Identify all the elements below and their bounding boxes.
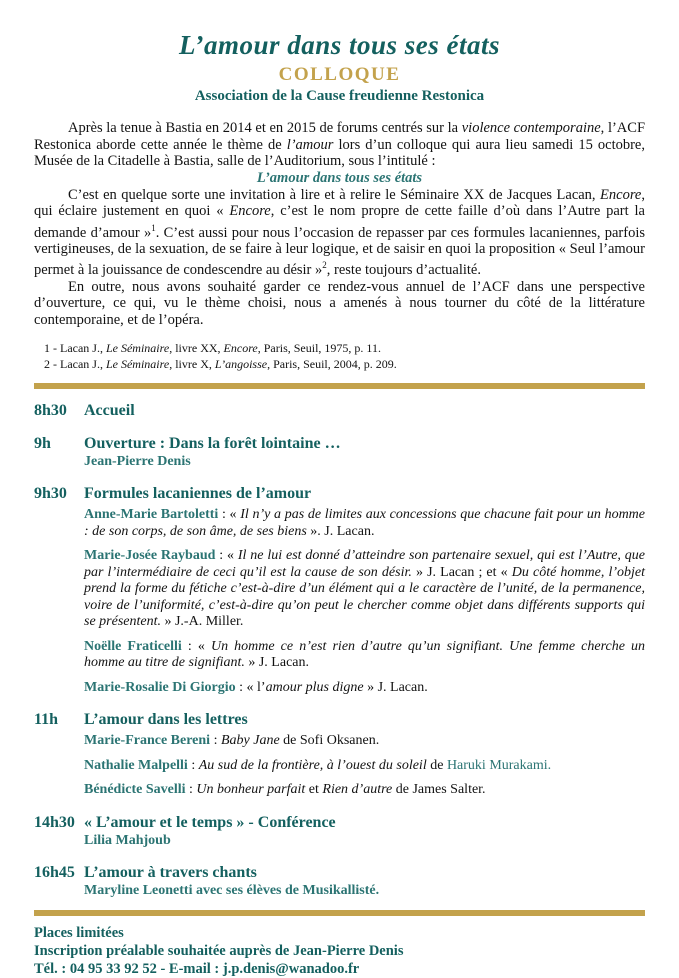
program-entry (84, 710, 645, 799)
program-title: Ouverture : Dans la forêt lointaine … (84, 435, 341, 453)
footer-phone-email-line: Tél. : 04 95 33 92 52 - E-mail : j.p.denis@wanadoo.fr (34, 960, 360, 977)
text-segment: Il n’y a pas de limites aux concessions que chacune fait pour un homme : de son corps, de son âme, de ses biens (84, 507, 646, 539)
program-time: 14h30 (34, 813, 75, 831)
program-title: L’amour à travers chants (84, 863, 257, 881)
program-time: 9h (34, 435, 51, 453)
footnotes (34, 341, 645, 372)
program-entry (84, 434, 645, 470)
text-segment: » J.-A. Miller. (160, 614, 244, 630)
text-segment: En outre, nous avons souhaité garder ce rendez-vous annuel de l’ACF dans une perspective d’ouverture, ce qui, vu le thème choisi, nous a amenés à nous tourner du côté de la littérature contemporaine, et de l’opéra. (34, 278, 645, 328)
text-segment: ». J. Lacan. (306, 523, 375, 539)
program-item (84, 758, 645, 775)
intro-centered-title: L’amour dans tous ses états (256, 169, 423, 186)
text-segment: » J. Lacan. (363, 679, 428, 695)
text-segment: 1 (151, 222, 156, 233)
text-segment: Encore (600, 186, 642, 203)
text-segment: Bénédicte Savelli (84, 782, 186, 798)
text-segment: Marie-Josée Raybaud (84, 548, 216, 564)
program-row (34, 863, 645, 899)
text-segment: L’angoisse (214, 357, 268, 372)
program-row (34, 434, 645, 470)
divider-bottom (34, 910, 645, 916)
program-time: 9h30 (34, 485, 67, 503)
intro-paragraph-3 (34, 279, 645, 329)
program-title: Formules lacaniennes de l’amour (84, 485, 312, 503)
program-row (34, 813, 645, 849)
text-segment: 2 - Lacan J., (44, 357, 106, 372)
program-title: L’amour dans les lettres (84, 711, 248, 729)
text-segment: Encore (223, 341, 258, 356)
text-segment: , qui éclaire justement en quoi « (34, 186, 645, 219)
text-segment: Encore (229, 203, 271, 219)
text-segment: 2 (322, 260, 327, 271)
text-segment: , Paris, Seuil, 2004, p. 209. (267, 357, 397, 372)
text-segment: de James Salter. (392, 782, 486, 798)
text-segment: Noëlle Fraticelli (84, 638, 182, 654)
program-item (84, 733, 645, 750)
text-segment: et (305, 782, 323, 798)
program-entry (84, 863, 645, 899)
program-time: 11h (34, 711, 59, 729)
program-item (84, 507, 645, 540)
text-segment: » J. Lacan ; et « (411, 564, 512, 580)
program-schedule (34, 401, 645, 899)
page-title: L’amour dans tous ses états (178, 30, 501, 60)
text-segment: Baby Jane (220, 733, 280, 749)
text-segment: Du côté homme, l’objet prend la forme du fétiche c’est-à-dire d’un élément qui a le caractère de l’unité, de la permanence, voire de l’uniformité, c’est-à-dire qu’on peut le chercher comme objet dans différents supports qui se présentent. (84, 564, 645, 630)
text-segment: amour plus digne (265, 679, 364, 695)
program-item (84, 782, 645, 799)
program-speaker: Maryline Leonetti avec ses élèves de Musikallisté. (84, 882, 380, 898)
intro-paragraph-1 (34, 120, 645, 170)
text-segment: C’est en quelque sorte une invitation à lire et à relire le Séminaire XX de Jacques Lacan, (68, 186, 601, 203)
program-time: 16h45 (34, 863, 75, 881)
text-segment: Marie-Rosalie Di Giorgio (84, 679, 236, 695)
text-segment: Le Séminaire (105, 357, 170, 372)
footer-places-line: Places limitées (34, 924, 124, 941)
text-segment: : « l’ (235, 679, 266, 695)
footer-inscription-line: Inscription préalable souhaitée auprès de Jean-Pierre Denis (34, 942, 404, 959)
footer-contact (34, 924, 645, 978)
text-segment: Haruki Murakami. (446, 757, 552, 773)
program-row (34, 401, 645, 420)
program-item (84, 680, 645, 697)
text-segment: Un bonheur parfait (196, 782, 306, 798)
text-segment: , reste toujours d’actualité. (326, 262, 481, 279)
text-segment: Un homme ce n’est rien d’autre qu’un signifiant. Une femme cherche un homme au titre de signifiant. (84, 638, 646, 671)
program-title: Accueil (84, 402, 135, 420)
colloque-subtitle: COLLOQUE (278, 64, 401, 85)
text-segment: , Paris, Seuil, 1975, p. 11. (257, 341, 381, 356)
program-entry (84, 401, 645, 420)
text-segment: violence contemporaine (461, 120, 601, 136)
program-item (84, 548, 645, 631)
footnote (34, 357, 645, 372)
text-segment: Marie-France Bereni (84, 733, 211, 749)
text-segment: Anne-Marie Bartoletti (84, 507, 219, 523)
program-row (34, 484, 645, 696)
text-segment: : « (218, 507, 241, 523)
text-segment: : « (181, 638, 211, 654)
program-time: 8h30 (34, 402, 67, 420)
text-segment: Au sud de la frontière, à l’ouest du soleil (198, 757, 427, 773)
text-segment: , c’est le nom propre de cette faille d’où dans l’Autre part la demande d’amour » (34, 203, 645, 241)
text-segment: : (185, 782, 197, 798)
text-segment: lors d’un colloque qui aura lieu samedi 15 octobre, Musée de la Citadelle à Bastia, salle de l’Auditorium, sous l’intitulé : (34, 136, 645, 169)
text-segment: , livre XX, (169, 341, 224, 356)
text-segment: Rien d’autre (322, 782, 393, 798)
text-segment: de Sofi Oksanen. (279, 733, 380, 749)
text-segment: : (187, 757, 199, 773)
program-speaker: Lilia Mahjoub (84, 832, 171, 848)
text-segment: de (426, 757, 447, 773)
program-entry (84, 484, 645, 696)
text-segment: , livre X, (169, 357, 215, 372)
program-entry (84, 813, 645, 849)
text-segment: 1 - Lacan J., (44, 341, 106, 356)
program-row (34, 710, 645, 799)
text-segment: : « (215, 548, 238, 564)
text-segment: » J. Lacan. (244, 655, 310, 671)
text-segment: Après la tenue à Bastia en 2014 et en 2015 de forums centrés sur la (68, 120, 462, 136)
text-segment: , l’ACF Restonica aborde cette année le thème de (34, 120, 646, 153)
text-segment: l’amour (286, 136, 334, 153)
footnote (34, 341, 645, 356)
program-item (84, 639, 645, 672)
text-segment: : (210, 733, 221, 749)
divider-top (34, 383, 645, 389)
program-speaker: Jean-Pierre Denis (84, 454, 191, 470)
text-segment: Il ne lui est donné d’atteindre son partenaire sexuel, qui est l’Autre, que par l’intermédiaire de ceci qu’il est la cause de son désir. (84, 548, 645, 580)
text-segment: . C’est aussi pour nous l’occasion de repasser par ces formules lacaniennes, parfois vertigineuses, de la sexuation, de se faire à leur logique, et de saisir en quoi la proposition « Seul l’amour permet à la jouissance de condescendre au désir » (34, 224, 645, 279)
association-name: Association de la Cause freudienne Restonica (194, 88, 485, 104)
intro-paragraph-2 (34, 187, 645, 279)
program-title: « L’amour et le temps » - Conférence (84, 813, 336, 831)
text-segment: Nathalie Malpelli (84, 757, 188, 773)
text-segment: Le Séminaire (105, 341, 170, 356)
